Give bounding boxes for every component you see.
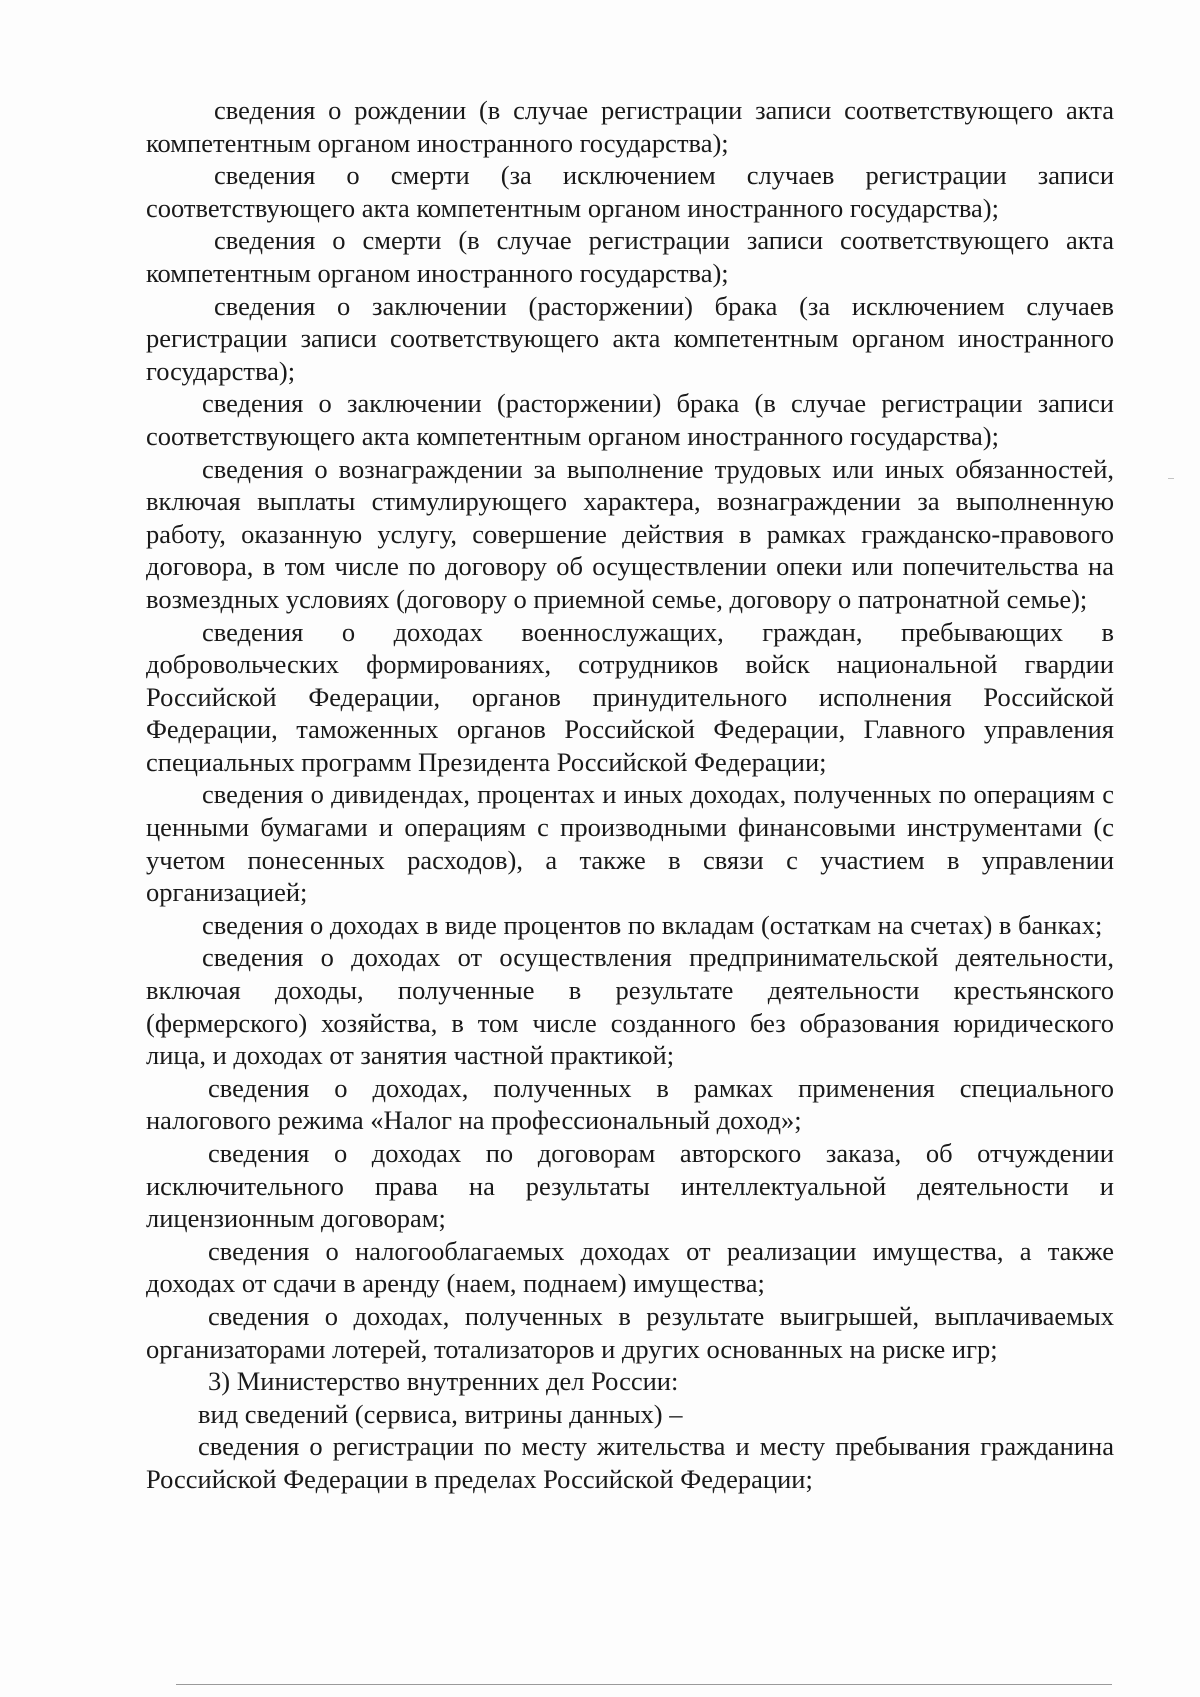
paragraph-registration-info: сведения о регистрации по месту жительства и месту пребывания гражданина Российской Федерации в пределах Российской Федерации; <box>146 1431 1114 1494</box>
paragraph-info-type: вид сведений (сервиса, витрины данных) – <box>198 1398 683 1429</box>
scan-margin-mark <box>1168 478 1174 479</box>
paragraph-self-employed-tax: сведения о доходах, полученных в рамках применения специального налогового режима «Налог на профессиональный доход»; <box>146 1072 1114 1136</box>
paragraph-deposit-interest: сведения о доходах в виде процентов по вкладам (остаткам на счетах) в банках; <box>202 909 1103 940</box>
paragraph-dividends: сведения о дивидендах, процентах и иных доходах, полученных по операциям с ценными бумагами и операциям с производными финансовыми инструментами (с учетом понесенных расходов), а также в связи с участием в управлении организацией; <box>146 779 1114 908</box>
paragraph-business-income: сведения о доходах от осуществления предпринимательской деятельности, включая доходы, полученные в результате деятельности крестьянского (фермерского) хозяйства, в том числе созданного без образования юридического лица, и доходах от занятия частной практикой; <box>146 942 1114 1071</box>
document-body <box>146 94 1114 1496</box>
paragraph-military-income: сведения о доходах военнослужащих, граждан, пребывающих в добровольческих формированиях, сотрудников войск национальной гвардии Российской Федерации, органов принудительного исполнения Российской Федерации, таможенных органов Российской Федерации, Главного управления специальных программ Президента Российской Федерации; <box>146 616 1114 777</box>
paragraph-birth-foreign: сведения о рождении (в случае регистрации записи соответствующего акта компетентным органом иностранного государства); <box>146 95 1114 158</box>
page-bottom-rule <box>176 1684 1112 1685</box>
paragraph-death-domestic: сведения о смерти (за исключением случаев регистрации записи соответствующего акта компетентным органом иностранного государства); <box>146 160 1114 223</box>
paragraph-winnings-income: сведения о доходах, полученных в результате выигрышей, выплачиваемых организаторами лотерей, тотализаторов и других основанных на риске игр; <box>146 1300 1114 1364</box>
paragraph-marriage-foreign: сведения о заключении (расторжении) брака (в случае регистрации записи соответствующего акта компетентным органом иностранного государства); <box>146 388 1114 451</box>
paragraph-copyright-income: сведения о доходах по договорам авторского заказа, об отчуждении исключительного права на результаты интеллектуальной деятельности и лицензионным договорам; <box>146 1138 1114 1234</box>
paragraph-section-mvd: 3) Министерство внутренних дел России: <box>208 1366 679 1397</box>
paragraph-remuneration: сведения о вознаграждении за выполнение трудовых или иных обязанностей, включая выплаты стимулирующего характера, вознаграждении за выполненную работу, оказанную услугу, совершение действия в рамках гражданско-правового договора, в том числе по договору об осуществлении опеки или попечительства на возмездных условиях (договору о приемной семье, договору о патронатной семье); <box>146 453 1114 614</box>
paragraph-marriage-domestic: сведения о заключении (расторжении) брака (за исключением случаев регистрации записи соответствующего акта компетентным органом иностранного государства); <box>146 290 1114 386</box>
paragraph-death-foreign: сведения о смерти (в случае регистрации записи соответствующего акта компетентным органом иностранного государства); <box>146 225 1114 288</box>
paragraph-property-income: сведения о налогооблагаемых доходах от реализации имущества, а также доходах от сдачи в аренду (наем, поднаем) имущества; <box>146 1235 1114 1299</box>
